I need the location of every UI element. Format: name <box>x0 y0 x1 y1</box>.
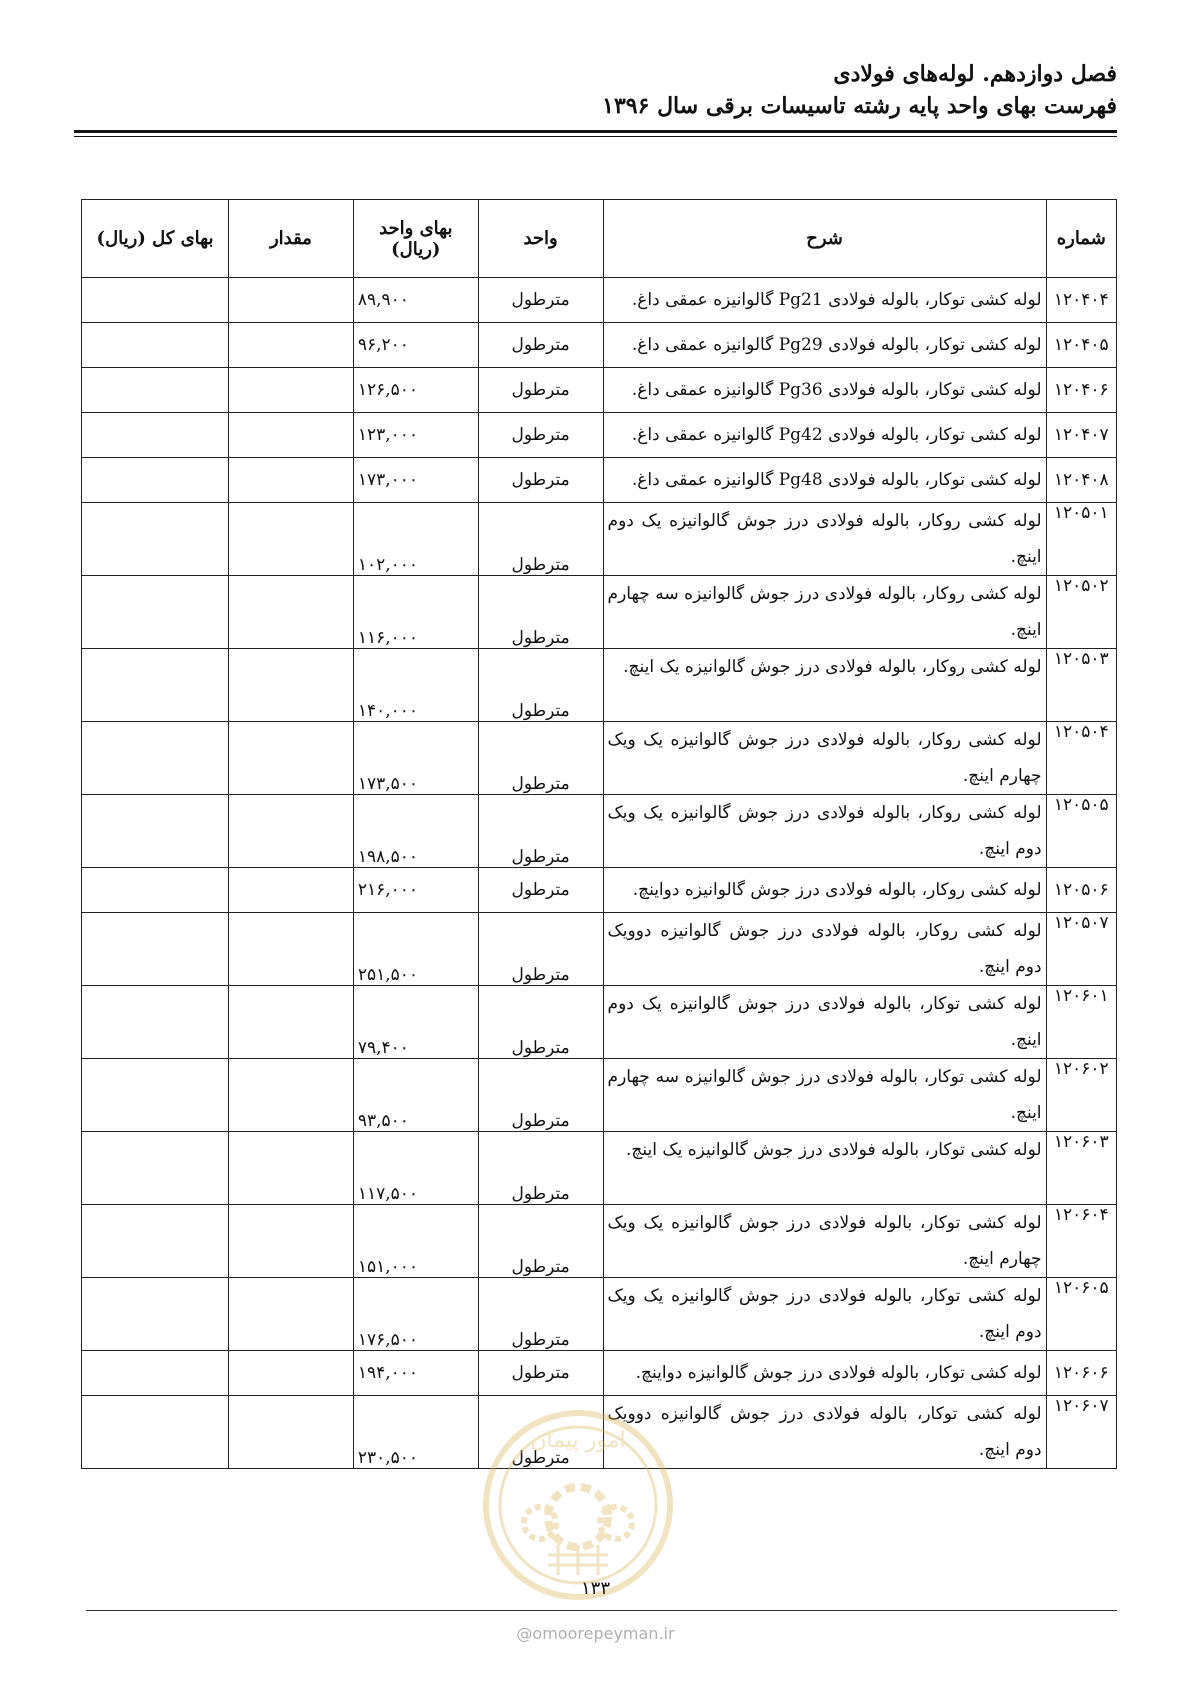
row-unit-price: ۱۱۶,۰۰۰ <box>353 576 478 649</box>
row-quantity <box>229 1059 354 1132</box>
row-description: لوله کشی توکار، بالوله فولادی درز جوش گالوانیزه سه چهارم اینچ. <box>603 1059 1046 1132</box>
header-rule-thin <box>74 136 1117 137</box>
table-row <box>82 278 1117 323</box>
unit-price-header-line2: (ریال) <box>391 238 441 260</box>
row-description: لوله کشی توکار، بالوله فولادی Pg29 گالوانیزه عمقی داغ. <box>603 323 1046 368</box>
row-description: لوله کشی روکار، بالوله فولادی درز جوش گالوانیزه یک ویک چهارم اینچ. <box>603 722 1046 795</box>
row-unit-price: ۱۹۴,۰۰۰ <box>353 1351 478 1396</box>
row-number: ۱۲۰۴۰۵ <box>1046 323 1116 368</box>
table-body <box>82 278 1117 1469</box>
row-number: ۱۲۰۵۰۵ <box>1046 795 1116 868</box>
row-description: لوله کشی توکار، بالوله فولادی درز جوش گالوانیزه یک ویک چهارم اینچ. <box>603 1205 1046 1278</box>
row-total-price <box>82 323 229 368</box>
row-unit-price: ۱۵۱,۰۰۰ <box>353 1205 478 1278</box>
table-row <box>82 458 1117 503</box>
row-quantity <box>229 368 354 413</box>
table-row <box>82 1132 1117 1205</box>
row-unit: مترطول <box>478 1205 603 1278</box>
row-description: لوله کشی روکار، بالوله فولادی درز جوش گالوانیزه سه چهارم اینچ. <box>603 576 1046 649</box>
row-number: ۱۲۰۶۰۴ <box>1046 1205 1116 1278</box>
row-quantity <box>229 1132 354 1205</box>
row-description: لوله کشی توکار، بالوله فولادی درز جوش گالوانیزه یک دوم اینچ. <box>603 986 1046 1059</box>
row-unit: مترطول <box>478 1278 603 1351</box>
row-unit: مترطول <box>478 368 603 413</box>
row-unit: مترطول <box>478 278 603 323</box>
row-quantity <box>229 795 354 868</box>
row-quantity <box>229 413 354 458</box>
row-quantity <box>229 1351 354 1396</box>
table-row <box>82 1278 1117 1351</box>
unit-price-header-line1: بهای واحد <box>379 217 453 239</box>
row-description: لوله کشی توکار، بالوله فولادی Pg42 گالوانیزه عمقی داغ. <box>603 413 1046 458</box>
table-row <box>82 413 1117 458</box>
row-unit-price: ۱۷۶,۵۰۰ <box>353 1278 478 1351</box>
table-row <box>82 649 1117 722</box>
row-unit-price: ۱۱۷,۵۰۰ <box>353 1132 478 1205</box>
chapter-title: فصل دوازدهم. لوله‌های فولادی <box>833 61 1117 87</box>
row-total-price <box>82 868 229 913</box>
row-total-price <box>82 1278 229 1351</box>
row-total-price <box>82 576 229 649</box>
row-total-price <box>82 1351 229 1396</box>
row-quantity <box>229 458 354 503</box>
row-unit: مترطول <box>478 576 603 649</box>
row-total-price <box>82 913 229 986</box>
row-unit: مترطول <box>478 913 603 986</box>
row-unit-price: ۱۹۸,۵۰۰ <box>353 795 478 868</box>
table-row <box>82 503 1117 576</box>
row-total-price <box>82 1132 229 1205</box>
row-unit-price: ۹۶,۲۰۰ <box>353 323 478 368</box>
row-description: لوله کشی توکار، بالوله فولادی Pg21 گالوانیزه عمقی داغ. <box>603 278 1046 323</box>
row-quantity <box>229 1205 354 1278</box>
table-header-row <box>82 200 1117 278</box>
col-quantity-header: مقدار <box>229 200 354 278</box>
row-total-price <box>82 278 229 323</box>
row-quantity <box>229 278 354 323</box>
row-total-price <box>82 1396 229 1469</box>
table-row <box>82 368 1117 413</box>
row-description: لوله کشی توکار، بالوله فولادی درز جوش گالوانیزه دوویک دوم اینچ. <box>603 1396 1046 1469</box>
row-quantity <box>229 323 354 368</box>
header-rule-thick <box>74 130 1117 133</box>
row-description: لوله کشی روکار، بالوله فولادی درز جوش گالوانیزه دوویک دوم اینچ. <box>603 913 1046 986</box>
row-unit-price: ۷۹,۴۰۰ <box>353 986 478 1059</box>
col-description-header: شرح <box>603 200 1046 278</box>
row-total-price <box>82 795 229 868</box>
row-description: لوله کشی توکار، بالوله فولادی Pg36 گالوانیزه عمقی داغ. <box>603 368 1046 413</box>
row-unit-price: ۹۳,۵۰۰ <box>353 1059 478 1132</box>
row-unit: مترطول <box>478 986 603 1059</box>
row-unit: مترطول <box>478 323 603 368</box>
row-total-price <box>82 458 229 503</box>
row-number: ۱۲۰۶۰۱ <box>1046 986 1116 1059</box>
row-unit: مترطول <box>478 1059 603 1132</box>
row-quantity <box>229 913 354 986</box>
price-list-title: فهرست بهای واحد پایه رشته تاسیسات برقی سال ۱۳۹۶ <box>602 93 1117 119</box>
row-unit-price: ۲۱۶,۰۰۰ <box>353 868 478 913</box>
table-row <box>82 1059 1117 1132</box>
row-unit: مترطول <box>478 795 603 868</box>
row-total-price <box>82 368 229 413</box>
row-quantity <box>229 868 354 913</box>
page-number: ۱۳۳ <box>580 1578 610 1599</box>
row-description: لوله کشی روکار، بالوله فولادی درز جوش گالوانیزه دواینچ. <box>603 868 1046 913</box>
table-row <box>82 986 1117 1059</box>
row-total-price <box>82 503 229 576</box>
row-number: ۱۲۰۶۰۶ <box>1046 1351 1116 1396</box>
footer-rule <box>86 1610 1117 1611</box>
row-unit: مترطول <box>478 1396 603 1469</box>
page-header <box>74 58 1117 122</box>
row-number: ۱۲۰۵۰۱ <box>1046 503 1116 576</box>
row-unit-price: ۱۰۲,۰۰۰ <box>353 503 478 576</box>
table-row <box>82 868 1117 913</box>
row-number: ۱۲۰۶۰۷ <box>1046 1396 1116 1469</box>
row-number: ۱۲۰۴۰۴ <box>1046 278 1116 323</box>
col-unit-price-header <box>353 200 478 278</box>
row-unit-price: ۱۴۰,۰۰۰ <box>353 649 478 722</box>
row-total-price <box>82 649 229 722</box>
row-number: ۱۲۰۵۰۶ <box>1046 868 1116 913</box>
row-unit-price: ۱۷۳,۰۰۰ <box>353 458 478 503</box>
row-unit: مترطول <box>478 1132 603 1205</box>
row-total-price <box>82 413 229 458</box>
row-number: ۱۲۰۴۰۸ <box>1046 458 1116 503</box>
row-total-price <box>82 722 229 795</box>
row-total-price <box>82 1205 229 1278</box>
row-unit-price: ۲۵۱,۵۰۰ <box>353 913 478 986</box>
row-number: ۱۲۰۶۰۵ <box>1046 1278 1116 1351</box>
row-unit: مترطول <box>478 413 603 458</box>
price-table <box>81 199 1117 1469</box>
table-row <box>82 1205 1117 1278</box>
row-description: لوله کشی روکار، بالوله فولادی درز جوش گالوانیزه یک دوم اینچ. <box>603 503 1046 576</box>
row-description: لوله کشی توکار، بالوله فولادی درز جوش گالوانیزه یک اینچ. <box>603 1132 1046 1205</box>
col-number-header: شماره <box>1046 200 1116 278</box>
table-row <box>82 1351 1117 1396</box>
row-description: لوله کشی روکار، بالوله فولادی درز جوش گالوانیزه یک اینچ. <box>603 649 1046 722</box>
col-total-price-header: بهای کل (ریال) <box>82 200 229 278</box>
row-unit: مترطول <box>478 503 603 576</box>
row-quantity <box>229 1278 354 1351</box>
row-quantity <box>229 1396 354 1469</box>
watermark-url: @omoorepeyman.ir <box>516 1624 675 1643</box>
row-number: ۱۲۰۶۰۳ <box>1046 1132 1116 1205</box>
row-total-price <box>82 1059 229 1132</box>
row-unit: مترطول <box>478 1351 603 1396</box>
row-unit-price: ۲۳۰,۵۰۰ <box>353 1396 478 1469</box>
row-description: لوله کشی توکار، بالوله فولادی Pg48 گالوانیزه عمقی داغ. <box>603 458 1046 503</box>
row-description: لوله کشی روکار، بالوله فولادی درز جوش گالوانیزه یک ویک دوم اینچ. <box>603 795 1046 868</box>
row-quantity <box>229 722 354 795</box>
row-unit-price: ۱۲۳,۰۰۰ <box>353 413 478 458</box>
row-unit-price: ۸۹,۹۰۰ <box>353 278 478 323</box>
table-row <box>82 795 1117 868</box>
row-quantity <box>229 576 354 649</box>
table-row <box>82 576 1117 649</box>
row-number: ۱۲۰۵۰۷ <box>1046 913 1116 986</box>
row-description: لوله کشی توکار، بالوله فولادی درز جوش گالوانیزه یک ویک دوم اینچ. <box>603 1278 1046 1351</box>
row-unit: مترطول <box>478 649 603 722</box>
row-unit: مترطول <box>478 868 603 913</box>
table-row <box>82 323 1117 368</box>
row-number: ۱۲۰۶۰۲ <box>1046 1059 1116 1132</box>
col-unit-header: واحد <box>478 200 603 278</box>
row-unit: مترطول <box>478 722 603 795</box>
row-unit: مترطول <box>478 458 603 503</box>
row-number: ۱۲۰۵۰۴ <box>1046 722 1116 795</box>
table-row <box>82 722 1117 795</box>
row-number: ۱۲۰۴۰۶ <box>1046 368 1116 413</box>
row-quantity <box>229 649 354 722</box>
seal-text: امور پیمان <box>530 1428 626 1453</box>
row-total-price <box>82 986 229 1059</box>
row-unit-price: ۱۲۶,۵۰۰ <box>353 368 478 413</box>
table-row <box>82 1396 1117 1469</box>
row-number: ۱۲۰۴۰۷ <box>1046 413 1116 458</box>
row-unit-price: ۱۷۳,۵۰۰ <box>353 722 478 795</box>
row-quantity <box>229 986 354 1059</box>
row-quantity <box>229 503 354 576</box>
row-number: ۱۲۰۵۰۳ <box>1046 649 1116 722</box>
row-number: ۱۲۰۵۰۲ <box>1046 576 1116 649</box>
table-row <box>82 913 1117 986</box>
row-description: لوله کشی توکار، بالوله فولادی درز جوش گالوانیزه دواینچ. <box>603 1351 1046 1396</box>
